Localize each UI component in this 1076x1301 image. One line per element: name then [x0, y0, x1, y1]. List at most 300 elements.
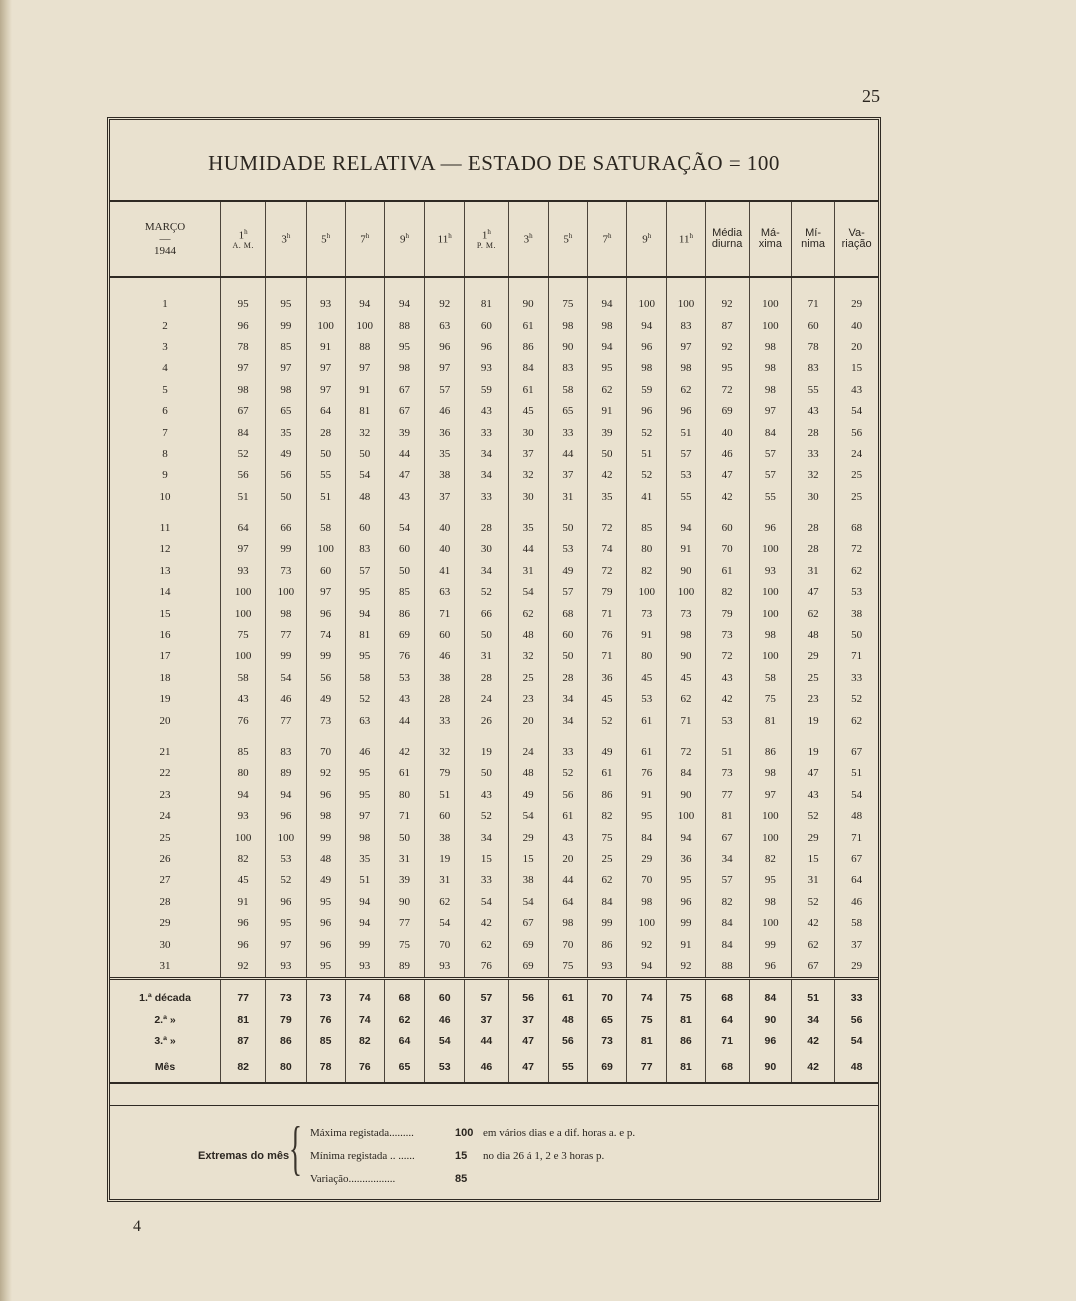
table-cell: 25 — [791, 668, 834, 689]
table-cell: 90 — [548, 337, 587, 358]
table-cell: 94 — [627, 315, 667, 336]
table-cell: 42 — [791, 913, 834, 934]
table-cell: 93 — [221, 806, 266, 827]
table-cell: 74 — [345, 979, 384, 1010]
table-cell: 64 — [548, 892, 587, 913]
table-cell: 93 — [221, 561, 266, 582]
spacer-cell — [548, 732, 587, 742]
table-cell: 97 — [266, 934, 306, 955]
extremes-section — [110, 1105, 878, 1196]
table-cell: 57 — [749, 444, 791, 465]
extreme-max-label: Máxima registada......... — [310, 1127, 414, 1139]
spacer-cell — [221, 277, 266, 294]
row-label-cell: 20 — [159, 714, 171, 727]
table-row — [110, 487, 878, 508]
table-cell: 75 — [221, 625, 266, 646]
table-cell: 95 — [345, 582, 384, 603]
table-cell: 81 — [345, 401, 384, 422]
table-cell: 96 — [306, 785, 345, 806]
table-cell: 34 — [465, 561, 508, 582]
table-cell: 73 — [266, 561, 306, 582]
table-cell: 23 — [791, 689, 834, 710]
table-cell: 96 — [465, 337, 508, 358]
table-cell: 51 — [667, 422, 705, 443]
table-cell: 80 — [627, 646, 667, 667]
table-cell: 50 — [384, 561, 424, 582]
table-row — [110, 358, 878, 379]
table-cell: 60 — [425, 979, 465, 1010]
table-cell: 62 — [835, 710, 878, 731]
table-cell: 61 — [587, 763, 626, 784]
table-cell: 86 — [749, 742, 791, 763]
spacer-cell — [266, 277, 306, 294]
spacer-cell — [548, 508, 587, 518]
table-cell: 35 — [345, 849, 384, 870]
table-cell: 83 — [345, 539, 384, 560]
table-cell: 98 — [345, 827, 384, 848]
table-cell: 99 — [587, 913, 626, 934]
spacer-cell — [835, 277, 878, 294]
table-cell: 91 — [627, 785, 667, 806]
table-row — [110, 465, 878, 486]
table-cell: 55 — [667, 487, 705, 508]
table-cell: 100 — [306, 539, 345, 560]
table-cell: 96 — [627, 337, 667, 358]
table-cell: 85 — [221, 742, 266, 763]
table-cell: 98 — [627, 358, 667, 379]
spacer-cell — [749, 277, 791, 294]
table-cell: 98 — [749, 625, 791, 646]
table-cell: 37 — [465, 1010, 508, 1031]
table-cell: 95 — [749, 870, 791, 891]
table-cell: 58 — [835, 913, 878, 934]
table-cell: 100 — [749, 806, 791, 827]
table-cell: 78 — [791, 337, 834, 358]
table-cell: 54 — [425, 1031, 465, 1052]
table-cell: 49 — [306, 870, 345, 891]
table-cell: 37 — [508, 444, 548, 465]
table-cell: 73 — [705, 763, 749, 784]
table-cell: 61 — [627, 742, 667, 763]
table-cell: 25 — [587, 849, 626, 870]
table-cell: 94 — [627, 956, 667, 979]
table-row — [110, 710, 878, 731]
table-cell: 71 — [587, 603, 626, 624]
spacer-cell — [345, 277, 384, 294]
table-cell: 31 — [425, 870, 465, 891]
table-cell: 53 — [266, 849, 306, 870]
table-cell: 60 — [306, 561, 345, 582]
table-cell: 48 — [306, 849, 345, 870]
row-label-cell: 12 — [159, 543, 171, 556]
table-cell: 91 — [627, 625, 667, 646]
table-cell: 70 — [548, 934, 587, 955]
table-cell: 49 — [548, 561, 587, 582]
table-cell: 33 — [835, 668, 878, 689]
table-cell: 73 — [627, 603, 667, 624]
table-cell: 47 — [508, 1052, 548, 1083]
table-cell: 92 — [705, 294, 749, 315]
table-cell: 98 — [627, 892, 667, 913]
table-cell: 54 — [384, 518, 424, 539]
table-cell: 51 — [835, 763, 878, 784]
table-cell: 98 — [667, 625, 705, 646]
table-cell: 54 — [835, 1031, 878, 1052]
table-row — [110, 422, 878, 443]
table-cell: 75 — [667, 979, 705, 1010]
table-cell: 82 — [221, 849, 266, 870]
row-label-cell: 14 — [159, 586, 171, 599]
table-cell: 30 — [508, 422, 548, 443]
table-cell: 37 — [548, 465, 587, 486]
table-cell: 45 — [627, 668, 667, 689]
page-number-top: 25 — [862, 86, 880, 106]
table-cell: 91 — [345, 380, 384, 401]
spacer-cell — [425, 732, 465, 742]
table-cell: 46 — [465, 1052, 508, 1083]
table-cell: 99 — [306, 646, 345, 667]
table-cell: 32 — [508, 465, 548, 486]
table-cell: 79 — [705, 603, 749, 624]
table-cell: 76 — [384, 646, 424, 667]
table-cell: 54 — [266, 668, 306, 689]
table-cell: 78 — [221, 337, 266, 358]
table-cell: 61 — [508, 315, 548, 336]
table-cell: 78 — [306, 1052, 345, 1083]
table-cell: 91 — [667, 539, 705, 560]
table-cell: 61 — [384, 763, 424, 784]
table-cell: 34 — [465, 827, 508, 848]
table-cell: 59 — [627, 380, 667, 401]
spacer-cell — [587, 732, 626, 742]
table-cell: 85 — [627, 518, 667, 539]
extreme-var-value: 85 — [455, 1173, 468, 1185]
table-cell: 50 — [384, 827, 424, 848]
table-cell: 65 — [384, 1052, 424, 1083]
table-cell: 83 — [266, 742, 306, 763]
table-cell: 95 — [345, 646, 384, 667]
table-cell: 68 — [384, 979, 424, 1010]
table-cell: 29 — [835, 956, 878, 979]
table-cell: 68 — [705, 979, 749, 1010]
table-cell: 69 — [587, 1052, 626, 1083]
table-cell: 96 — [749, 956, 791, 979]
header-11h-pm: 11$^h$ — [667, 202, 705, 277]
table-row — [110, 763, 878, 784]
table-cell: 75 — [587, 827, 626, 848]
table-cell: 58 — [749, 668, 791, 689]
table-cell: 100 — [749, 913, 791, 934]
table-cell: 94 — [667, 827, 705, 848]
table-cell: 58 — [345, 668, 384, 689]
spacer-cell — [705, 277, 749, 294]
table-cell: 83 — [548, 358, 587, 379]
table-cell: 32 — [791, 465, 834, 486]
table-cell: 68 — [835, 518, 878, 539]
table-cell: 20 — [548, 849, 587, 870]
table-cell: 67 — [835, 849, 878, 870]
table-cell: 35 — [508, 518, 548, 539]
table-cell: 55 — [548, 1052, 587, 1083]
table-cell: 52 — [791, 806, 834, 827]
table-cell: 84 — [667, 763, 705, 784]
table-cell: 98 — [749, 380, 791, 401]
table-cell: 29 — [508, 827, 548, 848]
table-cell: 71 — [667, 710, 705, 731]
row-label-cell: 6 — [162, 405, 168, 418]
table-cell: 94 — [221, 785, 266, 806]
table-cell: 54 — [425, 913, 465, 934]
table-cell: 99 — [266, 315, 306, 336]
spacer-row — [110, 508, 878, 518]
spacer-cell — [266, 508, 306, 518]
table-cell: 24 — [508, 742, 548, 763]
table-cell: 90 — [749, 1010, 791, 1031]
table-cell: 50 — [835, 625, 878, 646]
table-row — [110, 539, 878, 560]
table-cell: 100 — [749, 603, 791, 624]
table-cell: 48 — [345, 487, 384, 508]
table-cell: 54 — [345, 465, 384, 486]
table-row — [110, 913, 878, 934]
table-cell: 62 — [791, 603, 834, 624]
table-cell: 48 — [791, 625, 834, 646]
table-cell: 99 — [266, 646, 306, 667]
spacer-cell — [627, 732, 667, 742]
spacer-cell — [627, 508, 667, 518]
row-label-cell: 1.ª década — [110, 979, 221, 1010]
table-cell: 39 — [384, 870, 424, 891]
table-cell: 36 — [425, 422, 465, 443]
table-cell: 42 — [705, 487, 749, 508]
row-label-cell: 22 — [159, 767, 171, 780]
table-cell: 56 — [508, 979, 548, 1010]
row-label-cell: 17 — [159, 650, 171, 663]
table-cell: 62 — [667, 380, 705, 401]
table-cell: 100 — [266, 582, 306, 603]
spacer-cell — [835, 508, 878, 518]
table-cell: 100 — [627, 294, 667, 315]
spacer-cell — [306, 732, 345, 742]
table-cell: 52 — [627, 465, 667, 486]
table-cell: 62 — [835, 561, 878, 582]
table-cell: 90 — [384, 892, 424, 913]
table-cell: 32 — [425, 742, 465, 763]
table-cell: 94 — [384, 294, 424, 315]
table-cell: 87 — [221, 1031, 266, 1052]
header-7h-pm: 7$^h$ — [587, 202, 626, 277]
table-cell: 100 — [667, 294, 705, 315]
table-cell: 63 — [345, 710, 384, 731]
table-cell: 38 — [425, 668, 465, 689]
table-row — [110, 646, 878, 667]
table-cell: 72 — [835, 539, 878, 560]
table-cell: 46 — [425, 646, 465, 667]
table-cell: 61 — [548, 806, 587, 827]
table-cell: 28 — [425, 689, 465, 710]
table-cell: 55 — [306, 465, 345, 486]
table-cell: 54 — [835, 401, 878, 422]
table-cell: 51 — [345, 870, 384, 891]
table-cell: 76 — [221, 710, 266, 731]
table-cell: 49 — [266, 444, 306, 465]
table-cell: 54 — [465, 892, 508, 913]
spacer-cell — [306, 277, 345, 294]
spacer-cell — [221, 508, 266, 518]
header-3h-pm: 3$^h$ — [508, 202, 548, 277]
spacer-cell — [384, 277, 424, 294]
table-cell: 43 — [384, 689, 424, 710]
table-cell: 94 — [345, 603, 384, 624]
table-cell: 34 — [548, 710, 587, 731]
table-cell: 62 — [587, 870, 626, 891]
table-row — [110, 444, 878, 465]
table-cell: 94 — [587, 337, 626, 358]
table-cell: 92 — [306, 763, 345, 784]
table-cell: 44 — [548, 444, 587, 465]
table-cell: 70 — [306, 742, 345, 763]
table-cell: 81 — [627, 1031, 667, 1052]
table-cell: 46 — [425, 1010, 465, 1031]
table-cell: 93 — [306, 294, 345, 315]
table-cell: 95 — [587, 358, 626, 379]
table-cell: 30 — [508, 487, 548, 508]
table-cell: 88 — [384, 315, 424, 336]
table-row — [110, 668, 878, 689]
header-media-diurna: Média diurna — [705, 202, 749, 277]
table-cell: 88 — [345, 337, 384, 358]
table-cell: 33 — [465, 422, 508, 443]
table-cell: 50 — [465, 625, 508, 646]
table-cell: 95 — [345, 785, 384, 806]
table-cell: 57 — [705, 870, 749, 891]
table-cell: 66 — [266, 518, 306, 539]
table-cell: 60 — [384, 539, 424, 560]
table-row — [110, 892, 878, 913]
table-cell: 73 — [587, 1031, 626, 1052]
table-cell: 65 — [587, 1010, 626, 1031]
spacer-cell — [345, 732, 384, 742]
table-cell: 70 — [627, 870, 667, 891]
extreme-min-row — [310, 1150, 604, 1162]
table-row — [110, 956, 878, 979]
table-cell: 50 — [587, 444, 626, 465]
row-label-cell: 26 — [159, 852, 171, 865]
table-cell: 50 — [548, 646, 587, 667]
table-cell: 62 — [384, 1010, 424, 1031]
table-cell: 71 — [791, 294, 834, 315]
table-cell: 67 — [705, 827, 749, 848]
table-cell: 67 — [384, 401, 424, 422]
table-cell: 81 — [749, 710, 791, 731]
extreme-var-label: Variação................. — [310, 1173, 396, 1185]
table-cell: 19 — [791, 710, 834, 731]
table-cell: 100 — [749, 294, 791, 315]
table-row — [110, 827, 878, 848]
brace-glyph: { — [289, 1115, 302, 1181]
table-cell: 97 — [749, 401, 791, 422]
table-row — [110, 380, 878, 401]
table-cell: 67 — [508, 913, 548, 934]
table-cell: 84 — [627, 827, 667, 848]
table-cell: 47 — [384, 465, 424, 486]
spacer-cell — [705, 732, 749, 742]
table-cell: 52 — [345, 689, 384, 710]
table-cell: 90 — [508, 294, 548, 315]
table-cell: 57 — [465, 979, 508, 1010]
table-cell: 67 — [791, 956, 834, 979]
table-cell: 15 — [465, 849, 508, 870]
spacer-cell — [465, 732, 508, 742]
spacer-cell — [749, 732, 791, 742]
table-cell: 53 — [667, 465, 705, 486]
spacer-cell — [425, 277, 465, 294]
table-cell: 35 — [425, 444, 465, 465]
table-cell: 84 — [705, 913, 749, 934]
table-cell: 84 — [587, 892, 626, 913]
table-cell: 87 — [705, 315, 749, 336]
row-label-cell: 24 — [159, 810, 171, 823]
table-cell: 53 — [835, 582, 878, 603]
table-cell: 44 — [384, 710, 424, 731]
table-cell: 34 — [465, 465, 508, 486]
table-cell: 94 — [266, 785, 306, 806]
table-cell: 46 — [835, 892, 878, 913]
table-cell: 60 — [425, 625, 465, 646]
table-cell: 43 — [791, 401, 834, 422]
table-cell: 49 — [306, 689, 345, 710]
table-cell: 77 — [627, 1052, 667, 1083]
table-cell: 52 — [587, 710, 626, 731]
table-cell: 34 — [791, 1010, 834, 1031]
table-cell: 25 — [835, 465, 878, 486]
extremes-label: Extremas do mês — [198, 1150, 290, 1162]
table-cell: 53 — [548, 539, 587, 560]
table-cell: 48 — [508, 625, 548, 646]
header-1h-am: 1$^h$ A. M. — [221, 202, 266, 277]
table-cell: 71 — [425, 603, 465, 624]
table-cell: 30 — [465, 539, 508, 560]
table-cell: 34 — [705, 849, 749, 870]
spacer-cell — [221, 732, 266, 742]
table-cell: 43 — [791, 785, 834, 806]
table-row — [110, 742, 878, 763]
table-row — [110, 806, 878, 827]
table-cell: 93 — [266, 956, 306, 979]
table-cell: 100 — [749, 539, 791, 560]
spacer-cell — [266, 732, 306, 742]
row-label-cell: 13 — [159, 564, 171, 577]
table-cell: 40 — [425, 518, 465, 539]
table-cell: 55 — [749, 487, 791, 508]
row-label-cell: 1 — [162, 298, 168, 311]
table-cell: 31 — [791, 561, 834, 582]
table-cell: 76 — [627, 763, 667, 784]
table-cell: 80 — [221, 763, 266, 784]
table-cell: 100 — [221, 646, 266, 667]
table-cell: 20 — [835, 337, 878, 358]
table-cell: 71 — [705, 1031, 749, 1052]
spacer-cell — [705, 508, 749, 518]
table-cell: 96 — [425, 337, 465, 358]
table-cell: 97 — [425, 358, 465, 379]
table-cell: 100 — [627, 913, 667, 934]
table-cell: 92 — [221, 956, 266, 979]
table-cell: 15 — [508, 849, 548, 870]
table-row — [110, 401, 878, 422]
table-cell: 82 — [705, 582, 749, 603]
table-cell: 97 — [306, 358, 345, 379]
